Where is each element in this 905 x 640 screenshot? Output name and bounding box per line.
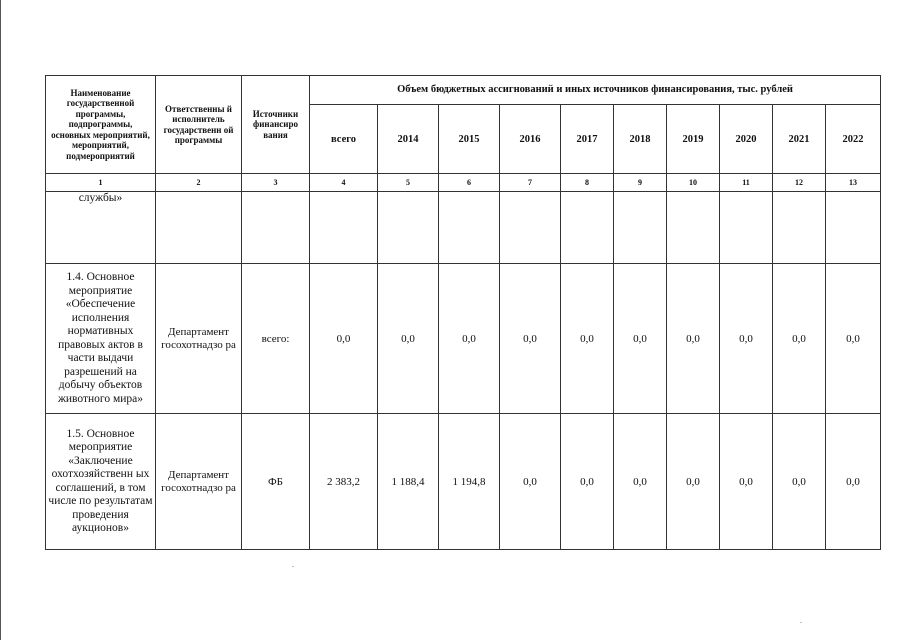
- column-number: 4: [310, 174, 378, 192]
- column-number: 6: [439, 174, 500, 192]
- table-row: [46, 414, 881, 550]
- row-value: [378, 192, 439, 264]
- row-value: [614, 192, 667, 264]
- row-source: всего:: [242, 264, 310, 414]
- row-name: 1.4. Основное мероприятие «Обеспечение исполнения нормативных правовых актов в части выдачи разрешений на добычу объектов животного мира»: [46, 264, 156, 414]
- header-year: 2014: [378, 105, 439, 174]
- column-number: 2: [156, 174, 242, 192]
- header-year: 2019: [667, 105, 720, 174]
- row-value: 1 194,8: [439, 414, 500, 550]
- row-value: 0,0: [773, 414, 826, 550]
- column-number-row: [46, 174, 881, 192]
- header-year: 2020: [720, 105, 773, 174]
- scan-speck: [292, 566, 294, 567]
- column-number: 1: [46, 174, 156, 192]
- column-number: 12: [773, 174, 826, 192]
- row-value: 0,0: [720, 414, 773, 550]
- column-number: 3: [242, 174, 310, 192]
- table-row: [46, 192, 881, 264]
- row-responsible: Департамент госохотнадзо ра: [156, 414, 242, 550]
- row-value: 0,0: [826, 264, 881, 414]
- row-value: [667, 192, 720, 264]
- column-number: 8: [561, 174, 614, 192]
- header-year: 2015: [439, 105, 500, 174]
- row-value: 2 383,2: [310, 414, 378, 550]
- row-responsible: Департамент госохотнадзо ра: [156, 264, 242, 414]
- row-value: 0,0: [614, 264, 667, 414]
- row-source: [242, 192, 310, 264]
- row-value: [310, 192, 378, 264]
- row-name: 1.5. Основное мероприятие «Заключение охотхозяйственн ых соглашений, в том числе по результатам проведения аукционов»: [46, 414, 156, 550]
- scan-speck: [800, 622, 802, 623]
- column-number: 11: [720, 174, 773, 192]
- row-value: 0,0: [561, 414, 614, 550]
- row-value: 0,0: [500, 414, 561, 550]
- row-value: 0,0: [720, 264, 773, 414]
- column-number: 7: [500, 174, 561, 192]
- table-row: [46, 264, 881, 414]
- row-value: [826, 192, 881, 264]
- header-year: 2022: [826, 105, 881, 174]
- header-year: всего: [310, 105, 378, 174]
- row-value: [720, 192, 773, 264]
- header-year: 2017: [561, 105, 614, 174]
- row-value: 0,0: [439, 264, 500, 414]
- row-value: 0,0: [667, 264, 720, 414]
- header-volume: Объем бюджетных ассигнований и иных источников финансирования, тыс. рублей: [310, 76, 881, 105]
- budget-table: [45, 75, 881, 550]
- header-row-1: [46, 76, 881, 105]
- row-value: 0,0: [826, 414, 881, 550]
- header-responsible: Ответственны й исполнитель государственн ой программы: [156, 76, 242, 174]
- row-value: [500, 192, 561, 264]
- row-value: [439, 192, 500, 264]
- header-sources: Источники финансиро вания: [242, 76, 310, 174]
- row-value: 0,0: [561, 264, 614, 414]
- row-value: 0,0: [378, 264, 439, 414]
- header-year: 2018: [614, 105, 667, 174]
- row-value: 0,0: [614, 414, 667, 550]
- column-number: 9: [614, 174, 667, 192]
- row-value: 1 188,4: [378, 414, 439, 550]
- row-responsible: [156, 192, 242, 264]
- header-year: 2016: [500, 105, 561, 174]
- header-name: Наименование государственной программы, подпрограммы, основных мероприятий, мероприятий, подмероприятий: [46, 76, 156, 174]
- column-number: 5: [378, 174, 439, 192]
- row-value: 0,0: [310, 264, 378, 414]
- column-number: 10: [667, 174, 720, 192]
- row-value: [773, 192, 826, 264]
- column-number: 13: [826, 174, 881, 192]
- page-edge-line: [0, 0, 1, 640]
- row-value: 0,0: [500, 264, 561, 414]
- row-value: 0,0: [773, 264, 826, 414]
- row-value: [561, 192, 614, 264]
- row-name: службы»: [46, 192, 156, 264]
- row-value: 0,0: [667, 414, 720, 550]
- row-source: ФБ: [242, 414, 310, 550]
- header-year: 2021: [773, 105, 826, 174]
